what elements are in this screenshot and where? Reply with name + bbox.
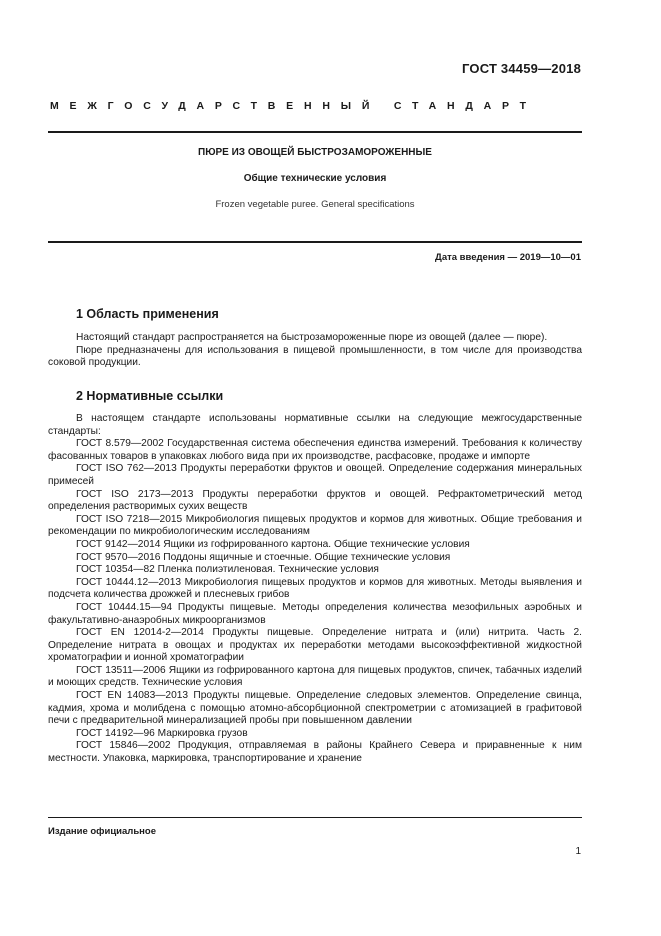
reference-item: ГОСТ 9142—2014 Ящики из гофрированного картона. Общие технические условия bbox=[76, 538, 470, 550]
reference-item: ГОСТ ISO 7218—2015 Микробиология пищевых продуктов и кормов для животных. Общие требования и рекомендации по микробиологическим исследованиям bbox=[48, 513, 582, 538]
gost-number: ГОСТ 34459—2018 bbox=[462, 61, 581, 76]
reference-item: ГОСТ EN 12014-2—2014 Продукты пищевые. Определение нитрата и (или) нитрита. Часть 2. Определение нитрата в овощах и продуктах их переработки методами высокоэффективной жидкостной хроматографии и ионной хроматографии bbox=[48, 627, 582, 664]
section-1-paragraph: Настоящий стандарт распространяется на быстрозамороженные пюре из овощей (далее — пюре). bbox=[76, 332, 548, 343]
reference-item: ГОСТ 15846—2002 Продукция, отправляемая в районы Крайнего Севера и приравненные к ним местности. Упаковка, маркировка, транспортирование и хранение bbox=[48, 740, 582, 765]
interstate-standard-banner: МЕЖГОСУДАРСТВЕННЫЙ СТАНДАРТ bbox=[50, 100, 537, 112]
references-intro: В настоящем стандарте использованы нормативные ссылки на следующие межгосударственные стандарты: bbox=[48, 413, 582, 437]
reference-item: ГОСТ 9570—2016 Поддоны ящичные и стоечные. Общие технические условия bbox=[76, 551, 451, 563]
references-list bbox=[48, 413, 582, 766]
reference-item: ГОСТ 10354—82 Пленка полиэтиленовая. Технические условия bbox=[76, 564, 379, 576]
reference-item: ГОСТ 13511—2006 Ящики из гофрированного картона для пищевых продуктов, спичек, табачных изделий и моющих средств. Технические условия bbox=[48, 664, 582, 689]
section-2-heading: 2 Нормативные ссылки bbox=[76, 389, 224, 403]
official-edition-label: Издание официальное bbox=[48, 826, 156, 837]
reference-item: ГОСТ ISO 2173—2013 Продукты переработки фруктов и овощей. Рефрактометрический метод определения растворимых сухих веществ bbox=[48, 488, 582, 513]
document-title-english: Frozen vegetable puree. General specifications bbox=[215, 199, 415, 210]
document-title: ПЮРЕ ИЗ ОВОЩЕЙ БЫСТРОЗАМОРОЖЕННЫЕ bbox=[198, 147, 432, 158]
reference-item: ГОСТ 14192—96 Маркировка грузов bbox=[76, 727, 248, 739]
title-divider bbox=[48, 241, 582, 243]
footer-divider bbox=[48, 817, 582, 818]
section-1-paragraph: Пюре предназначены для использования в пищевой промышленности, в том числе для производства соковой продукции. bbox=[48, 344, 582, 369]
document-subtitle: Общие технические условия bbox=[243, 173, 387, 184]
reference-item: ГОСТ EN 14083—2013 Продукты пищевые. Определение следовых элементов. Определение свинца, кадмия, хрома и молибдена с помощью атомно-абсорбционной спектрометрии с атомизацией в графитовой печи с предварительной минерализацией пробы при повышенном давлении bbox=[48, 690, 582, 727]
reference-item: ГОСТ 10444.12—2013 Микробиология пищевых продуктов и кормов для животных. Методы выявления и подсчета количества дрожжей и плесневых грибов bbox=[48, 576, 582, 601]
header-divider bbox=[48, 131, 582, 133]
page-number: 1 bbox=[575, 846, 581, 857]
section-1-body bbox=[48, 332, 582, 370]
reference-item: ГОСТ ISO 762—2013 Продукты переработки фруктов и овощей. Определение содержания минеральных примесей bbox=[48, 463, 582, 487]
reference-item: ГОСТ 10444.15—94 Продукты пищевые. Методы определения количества мезофильных аэробных и факультативно-анаэробных микроорганизмов bbox=[48, 601, 582, 626]
introduction-date: Дата введения — 2019—10—01 bbox=[435, 252, 581, 263]
reference-item: ГОСТ 8.579—2002 Государственная система обеспечения единства измерений. Требования к количеству фасованных товаров в упаковках любого вида при их производстве, расфасовке, продаже и импорте bbox=[48, 438, 582, 462]
section-1-heading: 1 Область применения bbox=[76, 307, 219, 321]
